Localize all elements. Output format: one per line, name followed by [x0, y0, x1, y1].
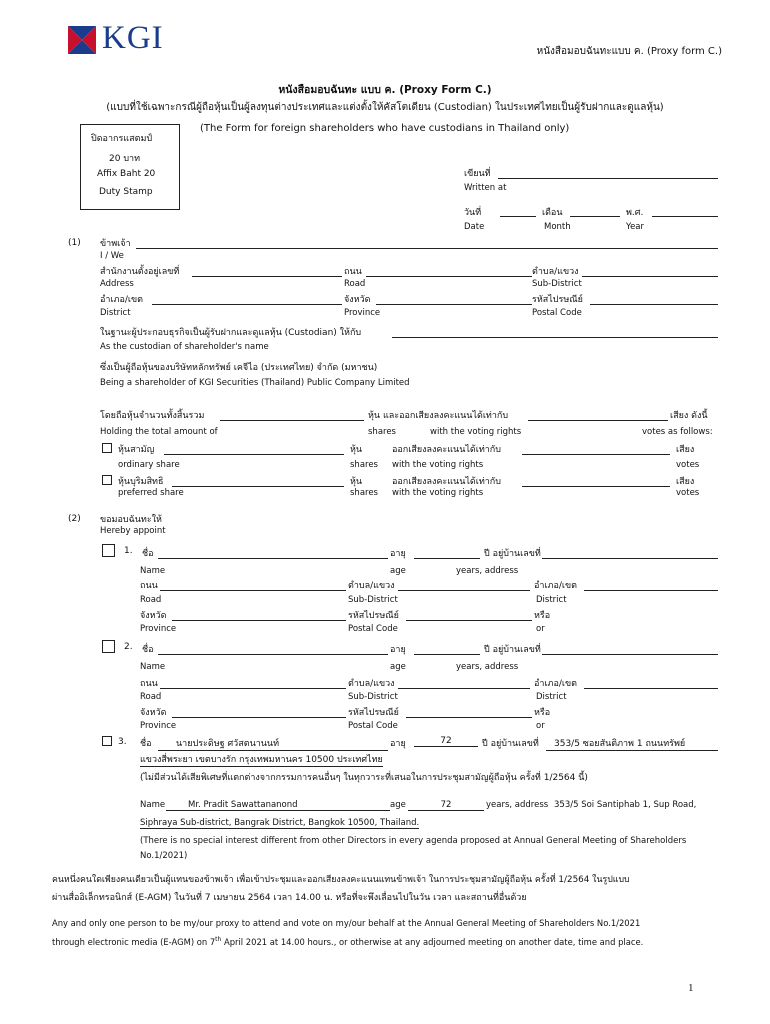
custodian-label-en: As the custodian of shareholder's name: [100, 342, 269, 352]
preferred-votes-en: votes: [676, 488, 700, 498]
province-label-th: จังหวัด: [344, 295, 371, 305]
proxy-2-or-en: or: [536, 721, 545, 731]
proxy-3-age-label-en: age: [390, 800, 406, 810]
holding-label-en: Holding the total amount of: [100, 427, 218, 437]
subdistrict-label-en: Sub-District: [532, 279, 582, 289]
ordinary-shares-field[interactable]: [164, 454, 344, 455]
section-1-number: (1): [68, 238, 81, 248]
proxy-2-district-field[interactable]: [584, 688, 718, 689]
proxy-1-name-th: ชื่อ: [142, 549, 154, 559]
preferred-shares-en: shares: [350, 488, 378, 498]
written-at-label-en: Written at: [464, 183, 507, 193]
proxy-1-name-field[interactable]: [158, 558, 388, 559]
i-we-label-en: I / We: [100, 251, 124, 261]
road-label-en: Road: [344, 279, 366, 289]
form-type-header: หนังสือมอบฉันทะแบบ ค. (Proxy form C.): [536, 46, 722, 57]
footer-en-line-1: Any and only one person to be my/our proxy to attend and vote on my/our behalf at the Annual General Meeting of Shareholders No.1/2021: [52, 918, 641, 928]
office-label-th: สำนักงานตั้งอยู่เลขที่: [100, 267, 180, 277]
proxy-1-postal-th: รหัสไปรษณีย์: [348, 611, 399, 621]
proxy-2-road-field[interactable]: [160, 688, 346, 689]
proxy-2-years-en: years, address: [456, 662, 519, 672]
proxy-2-postal-en: Postal Code: [348, 721, 398, 731]
address-label-en: Address: [100, 279, 134, 289]
proxy-1-or-th: หรือ: [534, 611, 551, 621]
proxy-2-or-th: หรือ: [534, 708, 551, 718]
total-votes-field[interactable]: [528, 420, 668, 421]
preferred-siang-th: เสียง: [676, 477, 695, 487]
proxy-2-road-en: Road: [140, 692, 162, 702]
proxy-1-road-field[interactable]: [160, 590, 346, 591]
proxy-2-subdistrict-th: ตำบล/แขวง: [348, 679, 395, 689]
proxy-2-postal-th: รหัสไปรษณีย์: [348, 708, 399, 718]
written-at-field[interactable]: [498, 178, 718, 179]
being-shareholder-en: Being a shareholder of KGI Securities (Thailand) Public Company Limited: [100, 378, 410, 388]
preferred-vote-with-th: ออกเสียงลงคะแนนได้เท่ากับ: [392, 477, 501, 487]
kgi-logo-text: KGI: [102, 20, 164, 56]
proxy-3-name-label-th: ชื่อ: [140, 739, 152, 749]
kgi-logo-mark: [68, 26, 96, 54]
date-month-label: เดือน: [542, 208, 563, 218]
votes-as-follows-th: เสียง ดังนี้: [670, 411, 708, 421]
ordinary-siang-th: เสียง: [676, 445, 695, 455]
custodian-label-th: ในฐานะผู้ประกอบธุรกิจเป็นผู้รับฝากและดูแลหุ้น (Custodian) ให้กับ: [100, 328, 362, 338]
appoint-label-th: ขอมอบฉันทะให้: [100, 515, 162, 525]
preferred-hun-th: หุ้น: [350, 477, 363, 487]
province-field[interactable]: [376, 304, 532, 305]
proxy-1-province-field[interactable]: [172, 620, 346, 621]
proxy-2-checkbox[interactable]: [102, 640, 115, 653]
preferred-votes-field[interactable]: [522, 486, 670, 487]
proxy-3-years-label-th: ปี อยู่บ้านเลขที่: [482, 739, 539, 749]
date-year-en: Year: [626, 222, 644, 232]
shares-label-en: shares: [368, 427, 396, 437]
proxy-3-address-en: 353/5 Soi Santiphab 1, Sup Road,: [554, 800, 697, 810]
shares-voting-label-th: หุ้น และออกเสียงลงคะแนนได้เท่ากับ: [368, 411, 509, 421]
postal-label-en: Postal Code: [532, 308, 582, 318]
proxy-3-address2-en: Siphraya Sub-district, Bangrak District, Bangkok 10500, Thailand.: [140, 818, 420, 828]
footer-th-line-1: คนหนึ่งคนใดเพียงคนเดียวเป็นผู้แทนของข้าพเจ้า เพื่อเข้าประชุมและออกเสียงลงคะแนนแทนข้าพเจ้า ในการประชุมสามัญผู้ถือหุ้น ครั้งที่ 1/2564 ในรูปแบบ: [52, 875, 630, 885]
proxy-1-district-en: District: [536, 595, 567, 605]
votes-as-follows-en: votes as follows:: [642, 427, 713, 437]
road-field[interactable]: [366, 276, 532, 277]
date-day-label: วันที่: [464, 208, 482, 218]
proxy-3-name-label-en: Name: [140, 800, 166, 810]
proxy-2-district-th: อำเภอ/เขต: [534, 679, 577, 689]
ordinary-share-th: หุ้นสามัญ: [118, 445, 155, 455]
proxy-2-postal-field[interactable]: [406, 717, 532, 718]
proxy-1-age-th: อายุ: [390, 549, 406, 559]
proxy-1-age-en: age: [390, 566, 406, 576]
proxy-2-years-th: ปี อยู่บ้านเลขที่: [484, 645, 541, 655]
proxy-2-subdistrict-en: Sub-District: [348, 692, 398, 702]
district-label-en: District: [100, 308, 131, 318]
proxy-2-province-th: จังหวัด: [140, 708, 167, 718]
postal-label-th: รหัสไปรษณีย์: [532, 295, 583, 305]
proxy-1-road-th: ถนน: [140, 581, 158, 591]
page-number: 1: [688, 982, 694, 994]
proxy-1-subdistrict-field[interactable]: [398, 590, 530, 591]
proxy-3-note-th: (ไม่มีส่วนได้เสียพิเศษที่แตกต่างจากกรรมการคนอื่นๆ ในทุกวาระที่เสนอในการประชุมสามัญผู้ถือหุ้น ครั้งที่ 1/2564 นี้): [140, 773, 588, 783]
proxy-2-address-field[interactable]: [542, 654, 718, 655]
proxy-1-province-en: Province: [140, 624, 177, 634]
ordinary-vote-with-th: ออกเสียงลงคะแนนได้เท่ากับ: [392, 445, 501, 455]
proxy-1-or-en: or: [536, 624, 545, 634]
stamp-duty-en: Duty Stamp: [99, 187, 153, 197]
date-month-field[interactable]: [570, 216, 620, 217]
proxy-1-subdistrict-en: Sub-District: [348, 595, 398, 605]
proxy-2-road-th: ถนน: [140, 679, 158, 689]
date-year-label: พ.ศ.: [626, 208, 644, 218]
date-day-en: Date: [464, 222, 485, 232]
ordinary-votes-en: votes: [676, 460, 700, 470]
stamp-label-th: ปิดอากรแสตมป์: [91, 134, 153, 144]
ordinary-share-checkbox[interactable]: [102, 443, 112, 453]
proxy-1-age-field[interactable]: [414, 558, 480, 559]
proxy-1-years-en: years, address: [456, 566, 519, 576]
proxy-1-province-th: จังหวัด: [140, 611, 167, 621]
stamp-amount-th: 20 บาท: [109, 154, 141, 164]
subdistrict-field[interactable]: [582, 276, 718, 277]
preferred-share-th: หุ้นบุริมสิทธิ: [118, 477, 164, 487]
form-subtitle-th: (แบบที่ใช้เฉพาะกรณีผู้ถือหุ้นเป็นผู้ลงทุนต่างประเทศและแต่งตั้งให้คัสโตเดียน (Custodian) ในประเทศไทยเป็นผู้รับฝากและดูแลหุ้น): [106, 102, 664, 113]
proxy-3-number: 3.: [118, 737, 127, 747]
ordinary-hun-th: หุ้น: [350, 445, 363, 455]
ordinary-voting-en: with the voting rights: [392, 460, 484, 470]
proxy-1-subdistrict-th: ตำบล/แขวง: [348, 581, 395, 591]
proxy-1-district-field[interactable]: [584, 590, 718, 591]
ordinary-share-en: ordinary share: [118, 460, 180, 470]
preferred-share-en: preferred share: [118, 488, 184, 498]
custodian-for-field[interactable]: [392, 337, 718, 338]
proxy-2-name-en: Name: [140, 662, 166, 672]
i-we-label-th: ข้าพเจ้า: [100, 239, 131, 249]
stamp-label-en: Affix Baht 20: [97, 169, 156, 179]
date-month-en: Month: [544, 222, 571, 232]
proxy-3-age-th: 72: [414, 736, 478, 747]
written-at-label-th: เขียนที่: [464, 169, 491, 179]
proxy-2-age-en: age: [390, 662, 406, 672]
district-label-th: อำเภอ/เขต: [100, 295, 143, 305]
proxy-3-name-th: นายประดิษฐ ศวัสตนานนท์: [158, 736, 388, 751]
proxy-3-age-label-th: อายุ: [390, 739, 406, 749]
proxy-1-number: 1.: [124, 546, 133, 556]
proxy-2-name-field[interactable]: [158, 654, 388, 655]
i-we-field[interactable]: [136, 248, 718, 249]
preferred-share-checkbox[interactable]: [102, 475, 112, 485]
form-subtitle-en: (The Form for foreign shareholders who have custodians in Thailand only): [200, 123, 570, 134]
proxy-1-postal-en: Postal Code: [348, 624, 398, 634]
being-shareholder-th: ซึ่งเป็นผู้ถือหุ้นของบริษัทหลักทรัพย์ เคจีไอ (ประเทศไทย) จำกัด (มหาชน): [100, 363, 378, 373]
proxy-2-number: 2.: [124, 642, 133, 652]
province-label-en: Province: [344, 308, 381, 318]
road-label-th: ถนน: [344, 267, 362, 277]
proxy-3-address2-th: แขวงสี่พระยา เขตบางรัก กรุงเทพมหานคร 10500 ประเทศไทย: [140, 752, 383, 767]
proxy-1-road-en: Road: [140, 595, 162, 605]
proxy-1-checkbox[interactable]: [102, 544, 115, 557]
proxy-2-subdistrict-field[interactable]: [398, 688, 530, 689]
postal-field[interactable]: [590, 304, 718, 305]
ordinary-votes-field[interactable]: [522, 454, 670, 455]
proxy-1-years-th: ปี อยู่บ้านเลขที่: [484, 549, 541, 559]
appoint-label-en: Hereby appoint: [100, 526, 166, 536]
preferred-voting-en: with the voting rights: [392, 488, 484, 498]
form-title: หนังสือมอบฉันทะ แบบ ค. (Proxy Form C.): [278, 84, 492, 96]
proxy-3-checkbox[interactable]: [102, 736, 112, 746]
section-2-number: (2): [68, 514, 81, 524]
footer-th-line-2: ผ่านสื่ออิเล็กทรอนิกส์ (E-AGM) ในวันที่ 7 เมษายน 2564 เวลา 14.00 น. หรือที่จะพึงเลื่อนไปในวัน เวลา และสถานที่อื่นด้วย: [52, 893, 527, 903]
office-address-field[interactable]: [192, 276, 342, 277]
proxy-2-province-en: Province: [140, 721, 177, 731]
proxy-3-name-en: Mr. Pradit Sawattananond: [166, 800, 390, 811]
date-day-field[interactable]: [500, 216, 536, 217]
proxy-2-name-th: ชื่อ: [142, 645, 154, 655]
ordinary-shares-en: shares: [350, 460, 378, 470]
date-year-field[interactable]: [652, 216, 718, 217]
voting-rights-en: with the voting rights: [430, 427, 522, 437]
proxy-1-name-en: Name: [140, 566, 166, 576]
proxy-1-district-th: อำเภอ/เขต: [534, 581, 577, 591]
subdistrict-label-th: ตำบล/แขวง: [532, 267, 579, 277]
proxy-2-district-en: District: [536, 692, 567, 702]
footer-en-line-2: through electronic media (E-AGM) on 7th April 2021 at 14.00 hours., or otherwise at any adjourned meeting on another date, time and place.: [52, 936, 644, 947]
proxy-3-note-en-1: (There is no special interest different from other Directors in every agenda proposed at Annual General Meeting of Shareholders: [140, 836, 687, 846]
proxy-3-years-label-en: years, address: [486, 800, 549, 810]
duty-stamp-box: [80, 124, 180, 210]
proxy-1-postal-field[interactable]: [406, 620, 532, 621]
holding-label-th: โดยถือหุ้นจำนวนทั้งสิ้นรวม: [100, 411, 205, 421]
preferred-shares-field[interactable]: [172, 486, 344, 487]
proxy-3-age-en: 72: [408, 800, 484, 811]
proxy-2-age-th: อายุ: [390, 645, 406, 655]
proxy-1-address-field[interactable]: [542, 558, 718, 559]
total-shares-field[interactable]: [220, 420, 364, 421]
proxy-3-address-th: 353/5 ซอยสันติภาพ 1 ถนนทรัพย์: [546, 736, 718, 751]
district-field[interactable]: [152, 304, 342, 305]
proxy-3-note-en-2: No.1/2021): [140, 851, 188, 861]
proxy-2-age-field[interactable]: [414, 654, 480, 655]
proxy-2-province-field[interactable]: [172, 717, 346, 718]
